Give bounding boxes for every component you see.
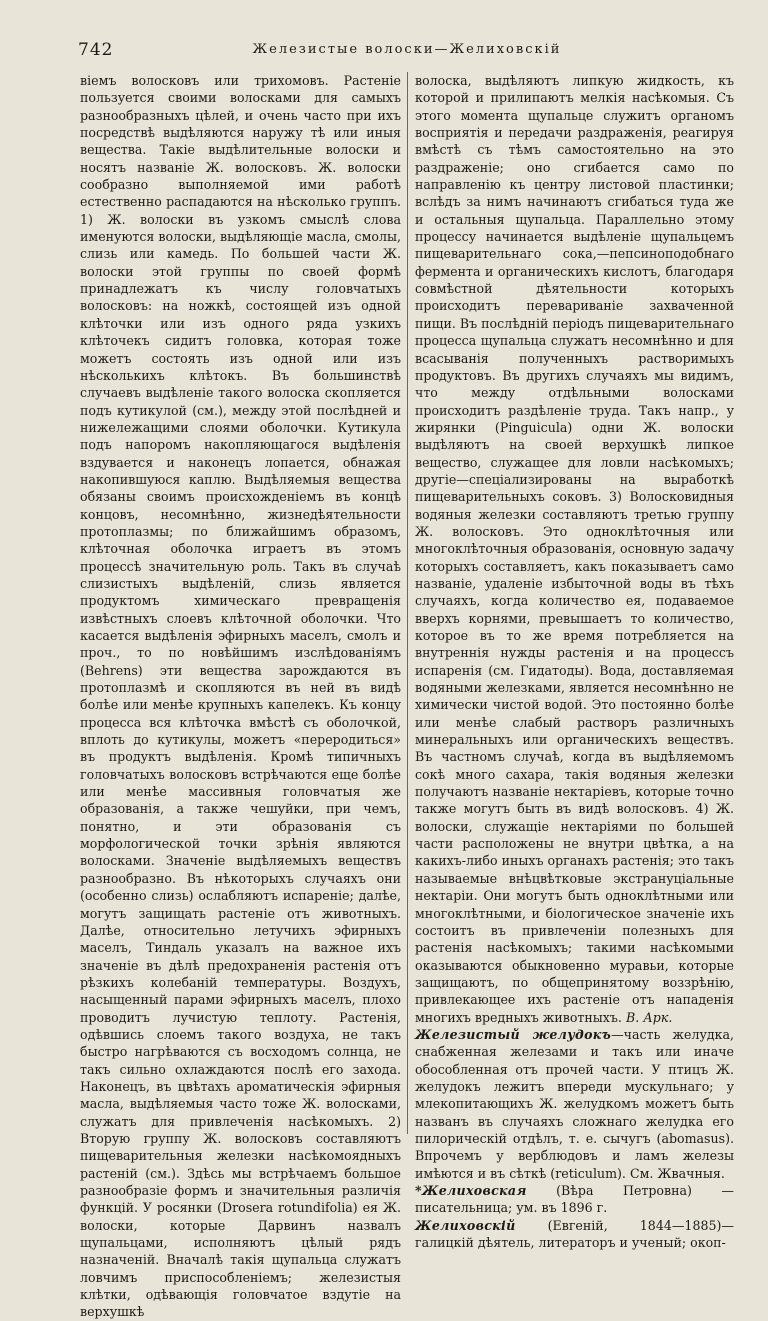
entry-zhelikhovskaya [415,1182,734,1217]
right-column [407,72,735,1251]
right-column-paragraph [415,72,734,1026]
entry-headword: *Желиховская [415,1183,527,1198]
left-column-text: віемъ волосковъ или трихомовъ. Растеніе пользуется своими волосками для самыхъ разнообразныхъ цѣлей, и очень часто при ихъ посредствѣ выдѣляются наружу тѣ или иныя вещества. Такіе выдѣлительные волоски и носятъ названіе Ж. волосковъ. Ж. волоски сообразно выполняемой ими работѣ естественно распадаются на нѣсколько группъ. 1) Ж. волоски въ узкомъ смыслѣ слова именуются волоски, выдѣляющіе масла, смолы, слизь или камедь. По большей части Ж. волоски этой группы по своей формѣ принадлежатъ къ числу головчатыхъ волосковъ: на ножкѣ, состоящей изъ одной клѣточки или изъ одного ряда узкихъ клѣточекъ сидитъ головка, которая тоже можетъ состоять изъ одной или изъ нѣсколькихъ клѣтокъ. Въ большинствѣ случаевъ выдѣленіе такого волоска скопляется подъ кутикулой (см.), между этой послѣдней и нижележащими слоями оболочки. Кутикула подъ напоромъ накопляющагося выдѣленія вздувается и наконецъ лопается, обнажая накопившуюся каплю. Выдѣляемыя вещества обязаны своимъ происхожденіемъ въ концѣ концовъ, несомнѣнно, жизнедѣятельности протоплазмы; по ближайшимъ образомъ, клѣточная оболочка играетъ въ этомъ процессѣ значительную роль. Такъ въ случаѣ слизистыхъ выдѣленій, слизь является продуктомъ химическаго превращенія извѣстныхъ слоевъ клѣточной оболочки. Что касается выдѣленія эфирныхъ маселъ, смолъ и проч., то по новѣйшимъ изслѣдованіямъ (Behrens) эти вещества зарождаются въ протоплазмѣ и скопляются въ ней въ видѣ болѣе или менѣе крупныхъ капелекъ. Къ концу процесса вся клѣточка вмѣстѣ съ оболочкой, вплоть до кутикулы, можетъ «переродиться» въ продуктъ выдѣленія. Кромѣ типичныхъ головчатыхъ волосковъ встрѣчаются еще болѣе или менѣе массивныя головчатыя же образованія, а также чешуйки, при чемъ, понятно, и эти образованія съ морфологической точки зрѣнія являются волосками. Значеніе выдѣляемыхъ веществъ разнообразно. Въ нѣкоторыхъ случаяхъ они (особенно слизь) ослабляютъ испареніе; далѣе, могутъ защищать растеніе отъ животныхъ. Далѣе, относительно летучихъ эфирныхъ маселъ, Тиндаль указалъ на важное ихъ значеніе въ дѣлѣ предохраненія растенія отъ рѣзкихъ колебаній температуры. Воздухъ, насыщенный парами эфирныхъ маселъ, плохо проводитъ лучистую теплоту. Растенія, одѣвшись слоемъ такого воздуха, не такъ быстро нагрѣваются съ восходомъ солнца, не такъ сильно охлаждаются послѣ его захода. Наконецъ, въ цвѣтахъ ароматическія эфирныя масла, выдѣляемыя часто тоже Ж. волосками, служатъ для привлеченія насѣкомыхъ. 2) Вторую группу Ж. волосковъ составляютъ пищеварительныя железки насѣкомоядныхъ растеній (см.). Здѣсь мы встрѣчаемъ большое разнообразіе формъ и значительныя различія функцій. У росянки (Drosera rotundifolia) ея Ж. волоски, которые Дарвинъ назвалъ щупальцами, исполняютъ цѣлый рядъ назначеній. Вначалѣ такія щупальца служатъ ловчимъ приспособленіемъ; железистыя клѣтки, одѣвающія головчатое вздутіе на верхушкѣ [80,73,401,1320]
entry-headword: Желиховскій [415,1217,516,1233]
entry-zhelikhovsky [415,1217,734,1252]
page-header [80,38,734,72]
page-number: 742 [78,40,114,60]
author-signature: В. Арк. [625,1009,673,1025]
entry-headword: Железистый желудокъ [415,1026,612,1042]
entry-text: (Вѣра Петровна) — писательница; ум. въ 1896 г. [415,1183,734,1216]
entry-text: —часть желудка, снабженная железами и такъ или иначе обособленная отъ прочей части. У птицъ Ж. желудокъ лежитъ впереди мускульнаго; у млекопитающихъ Ж. желудкомъ можетъ быть названъ въ случаяхъ сложнаго желудка его пилорическій отдѣлъ, т. е. сычугъ (abomasus). Впрочемъ у верблюдовъ и ламъ железы имѣются и въ сѣткѣ (reticulum). См. Жвачныя. [415,1026,734,1181]
entry-zheleznyi-zheludok [415,1026,734,1182]
text-columns [80,72,735,1320]
paragraph-text: волоска, выдѣляютъ липкую жидкость, къ которой и прилипаютъ мелкія насѣкомыя. Съ этого момента щупальце служитъ органомъ восприятія и передачи раздраженія, реагируя вмѣстѣ съ тѣмъ самостоятельно на это раздраженіе; оно сгибается само по направленію къ центру листовой пластинки; вслѣдъ за нимъ начинаютъ сгибаться туда же и остальныя щупальца. Параллельно этому процессу начинается выдѣленіе щупальцемъ пищеварительнаго сока,—пепсиноподобнаго фермента и органическихъ кислотъ, благодаря совмѣстной дѣятельности которыхъ происходитъ перевариваніе захваченной пищи. Въ послѣдній періодъ пищеварительнаго процесса щупальца служатъ несомнѣнно и для всасыванія полученныхъ растворимыхъ продуктовъ. Въ другихъ случаяхъ мы видимъ, что между отдѣльными волосками происходитъ раздѣленіе труда. Такъ напр., у жирянки (Pinguicula) одни Ж. волоски выдѣляютъ на своей верхушкѣ липкое вещество, служащее для ловли насѣкомыхъ; другіе—спеціализированы на выработкѣ пищеварительныхъ соковъ. 3) Волосковидныя водяныя железки составляютъ третью группу Ж. волосковъ. Это одноклѣточныя или многоклѣточныя образованія, основную задачу которыхъ составляетъ, какъ показываетъ само названіе, удаленіе избыточной воды въ тѣхъ случаяхъ, когда количество ея, подаваемое вверхъ корнями, превышаетъ то количество, которое въ то же время потребляется на внутреннія нужды растенія и на процессъ испаренія (см. Гидатоды). Вода, доставляемая водяными железками, является несомнѣнно не химически чистой водой. Это постоянно болѣе или менѣе слабый растворъ различныхъ минеральныхъ или органическихъ веществъ. Въ частномъ случаѣ, когда въ выдѣляемомъ сокѣ много сахара, такія водяныя железки получаютъ названіе нектаріевъ, которые точно также могутъ быть въ видѣ волосковъ. 4) Ж. волоски, служащіе нектаріями по большей части расположены не внутри цвѣтка, а на какихъ-либо иныхъ органахъ растенія; это такъ называемые внѣцвѣтковые экстрануціальные нектаріи. Они могутъ быть одноклѣтными или многоклѣтными, и біологическое значеніе ихъ состоитъ въ привлеченіи полезныхъ для растенія насѣкомыхъ; такими насѣкомыми оказываются обыкновенно муравьи, которые защищаютъ, по общепринятому воззрѣнію, привлекающее ихъ растеніе отъ нападенія многихъ вредныхъ животныхъ. [415,73,735,1025]
left-column [80,72,407,1320]
entry-text: (Евгеній, 1844—1885)— галицкій дѣятель, литераторъ и ученый; окоп- [415,1217,734,1251]
running-title: Железистые волоски—Желиховскій [252,42,562,57]
